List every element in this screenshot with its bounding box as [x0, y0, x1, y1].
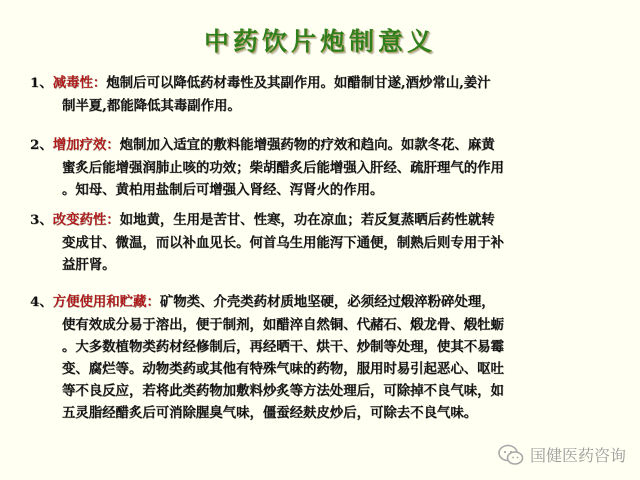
item-index: 1、 [30, 75, 53, 91]
list-item-change-properties [30, 209, 610, 276]
item-text-line: 蜜炙后能增强润肺止咳的功效；柴胡醋炙后能增强入肝经、疏肝理气的作用 [62, 160, 504, 176]
item-text-line: 炮制后可以降低药材毒性及其副作用。如醋制甘遂,酒炒常山,姜汁 [106, 75, 491, 91]
list-item-reduce-toxicity [30, 72, 610, 117]
watermark-text: 国健医药咨询 [529, 446, 626, 465]
list-item-increase-efficacy [30, 134, 610, 201]
page-title: 中药饮片炮制意义 [203, 27, 436, 56]
item-text-line: 如地黄，生用是苦甘、性寒，功在凉血；若反复蒸晒后药性就转 [119, 212, 495, 228]
item-text-line: 制半夏,都能降低其毒副作用。 [62, 98, 241, 114]
item-text-line: 。大多数植物类药材经修制后，再经晒干、烘干、炒制等处理，使其不易霉 [62, 339, 504, 355]
item-text-line: 益肝肾。 [62, 257, 116, 273]
item-keyword: 改变药性： [52, 212, 120, 228]
watermark [498, 443, 626, 466]
wechat-icon [498, 444, 524, 466]
item-index: 2、 [30, 137, 53, 153]
item-text-line: 变、腐烂等。动物类药或其他有特殊气味的药物，服用时易引起恶心、呕吐 [62, 361, 504, 377]
item-text-line: 等不良反应，若将此类药物加敷料炒炙等方法处理后，可除掉不良气味，如 [62, 383, 504, 399]
item-text-line: 。知母、黄柏用盐制后可增强入肾经、泻肾火的作用。 [62, 182, 384, 198]
item-index: 4、 [30, 294, 53, 310]
item-index: 3、 [30, 212, 53, 228]
item-text-line: 使有效成分易于溶出，便于制剂，如醋淬自然铜、代赭石、煅龙骨、煅牡蛎 [62, 317, 504, 333]
item-text-line: 变成甘、微温，而以补血见长。何首乌生用能泻下通便，制熟后则专用于补 [62, 235, 504, 251]
item-keyword: 增加疗效： [52, 137, 120, 153]
item-text-line: 炮制加入适宜的敷料能增强药物的疗效和趋向。如款冬花、麻黄 [119, 137, 495, 153]
item-text-line: 五灵脂经醋炙后可消除腥臭气味，僵蚕经麸皮炒后，可除去不良气味。 [62, 405, 478, 421]
list-item-convenient-use-storage [30, 291, 610, 424]
item-keyword: 方便使用和贮藏： [52, 294, 160, 310]
item-text-line: 矿物类、介壳类药材质地坚硬，必须经过煅淬粉碎处理， [159, 294, 495, 310]
item-keyword: 减毒性： [52, 75, 107, 91]
